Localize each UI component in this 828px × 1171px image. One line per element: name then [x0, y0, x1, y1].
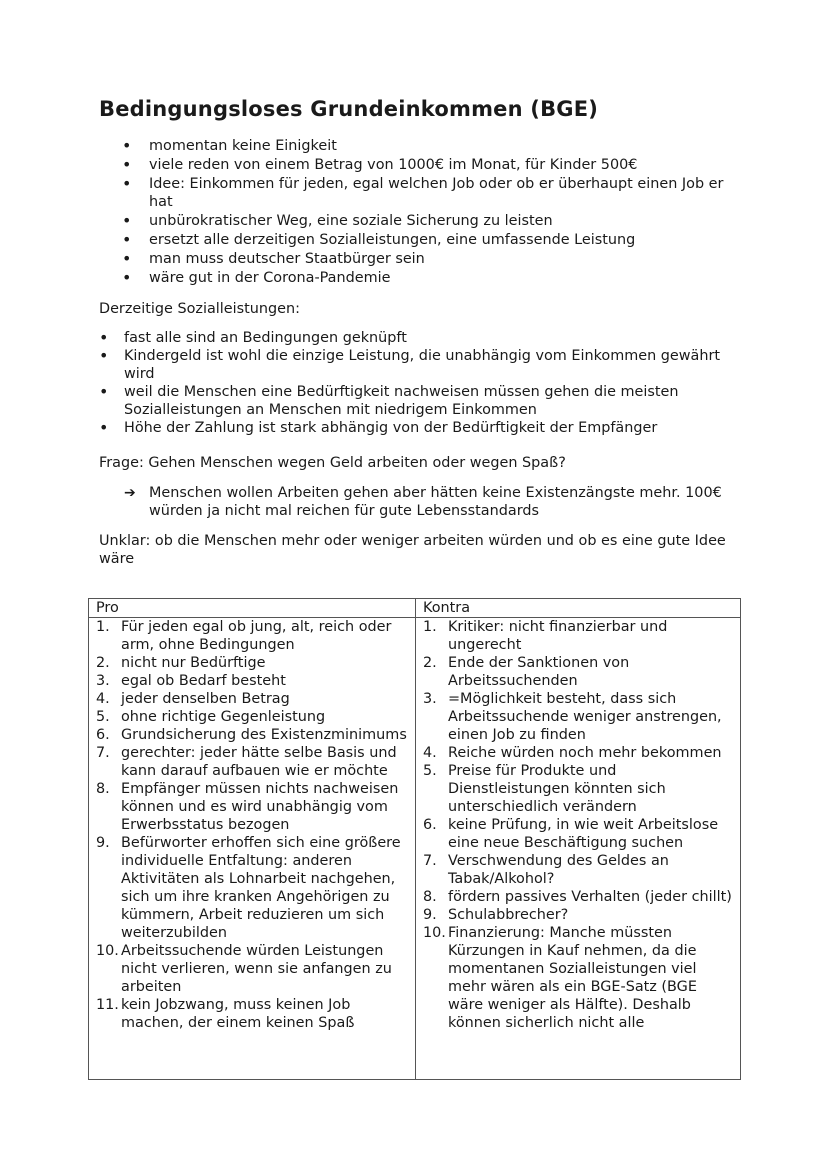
list-item [96, 744, 411, 780]
item-number: 9. [423, 907, 437, 923]
contra-cell [416, 618, 741, 1080]
item-text: kein Jobzwang, muss keinen Job machen, der einem keinen Spaß [121, 997, 355, 1031]
item-number: 10. [96, 943, 119, 959]
social-benefits-heading: Derzeitige Sozialleistungen: [99, 301, 300, 317]
list-item [96, 996, 411, 1032]
item-number: 3. [96, 673, 110, 689]
list-item [423, 816, 736, 852]
item-text: Verschwendung des Geldes an Tabak/Alkohol? [448, 853, 669, 887]
item-text: Befürworter erhoffen sich eine größere individuelle Entfaltung: anderen Aktivitäten als Lohnarbeit nachgehen, sich um ihre kranken Angehörigen zu kümmern, Arbeit reduzieren um sich weiterzubilden [121, 835, 401, 941]
item-number: 11. [96, 997, 119, 1013]
item-number: 2. [423, 655, 437, 671]
intro-bullet-list [122, 137, 742, 288]
list-item [96, 618, 411, 654]
list-item: • Idee: Einkommen für jeden, egal welchen Job oder ob er überhaupt einen Job er hat [122, 175, 742, 211]
item-number: 5. [96, 709, 110, 725]
item-number: 1. [96, 619, 110, 635]
list-item [423, 618, 736, 654]
item-number: 4. [423, 745, 437, 761]
item-number: 6. [423, 817, 437, 833]
list-item [423, 762, 736, 816]
list-item [96, 780, 411, 834]
social-bullet-list [99, 329, 739, 437]
item-text: Für jeden egal ob jung, alt, reich oder arm, ohne Bedingungen [121, 619, 392, 653]
contra-list [423, 618, 736, 1032]
pro-contra-table [88, 598, 741, 1080]
list-item [96, 654, 411, 672]
item-text: egal ob Bedarf besteht [121, 673, 286, 689]
list-item: • Kindergeld ist wohl die einzige Leistung, die unabhängig vom Einkommen gewährt wird [99, 347, 739, 383]
list-item [423, 852, 736, 888]
list-item [423, 888, 736, 906]
item-text: Grundsicherung des Existenzminimums [121, 727, 407, 743]
arrow-icon: ➔ [124, 485, 136, 501]
list-item: • viele reden von einem Betrag von 1000€ im Monat, für Kinder 500€ [122, 156, 742, 174]
item-text: Preise für Produkte und Dienstleistungen könnten sich unterschiedlich verändern [448, 763, 666, 815]
item-text: nicht nur Bedürftige [121, 655, 266, 671]
list-item [96, 690, 411, 708]
item-text: Reiche würden noch mehr bekommen [448, 745, 722, 761]
item-number: 9. [96, 835, 110, 851]
list-item [96, 834, 411, 942]
item-text: Arbeitssuchende würden Leistungen nicht verlieren, wenn sie anfangen zu arbeiten [121, 943, 392, 995]
list-item [423, 690, 736, 744]
item-text: gerechter: jeder hätte selbe Basis und kann darauf aufbauen wie er möchte [121, 745, 397, 779]
list-item [423, 744, 736, 762]
item-text: Empfänger müssen nichts nachweisen können und es wird unabhängig vom Erwerbsstatus bezogen [121, 781, 399, 833]
item-number: 3. [423, 691, 437, 707]
item-number: 4. [96, 691, 110, 707]
list-item: • wäre gut in der Corona-Pandemie [122, 269, 742, 287]
list-item [423, 906, 736, 924]
list-item: • unbürokratischer Weg, eine soziale Sicherung zu leisten [122, 212, 742, 230]
contra-header: Kontra [416, 599, 741, 618]
list-item [96, 942, 411, 996]
page-title: Bedingungsloses Grundeinkommen (BGE) [99, 97, 599, 121]
item-number: 8. [96, 781, 110, 797]
item-text: ohne richtige Gegenleistung [121, 709, 326, 725]
item-number: 5. [423, 763, 437, 779]
list-item: • momentan keine Einigkeit [122, 137, 742, 155]
item-number: 7. [423, 853, 437, 869]
list-item: • man muss deutscher Staatbürger sein [122, 250, 742, 268]
item-number: 10. [423, 925, 446, 941]
question-text: Frage: Gehen Menschen wegen Geld arbeiten oder wegen Spaß? [99, 455, 566, 471]
item-text: jeder denselben Betrag [121, 691, 290, 707]
item-text: keine Prüfung, in wie weit Arbeitslose eine neue Beschäftigung suchen [448, 817, 719, 851]
list-item [96, 672, 411, 690]
item-text: Ende der Sanktionen von Arbeitssuchenden [448, 655, 630, 689]
list-item: • fast alle sind an Bedingungen geknüpft [99, 329, 739, 347]
item-number: 6. [96, 727, 110, 743]
item-text: Schulabbrecher? [448, 907, 569, 923]
answer-text: Menschen wollen Arbeiten gehen aber hätten keine Existenzängste mehr. 100€ würden ja nicht mal reichen für gute Lebensstandards [149, 485, 722, 519]
pro-list [96, 618, 411, 1032]
pro-cell [89, 618, 416, 1080]
unclear-text: Unklar: ob die Menschen mehr oder weniger arbeiten würden und ob es eine gute Idee wäre [99, 533, 726, 567]
list-item [96, 726, 411, 744]
item-text: Finanzierung: Manche müssten Kürzungen in Kauf nehmen, da die momentanen Sozialleistungen viel mehr wären als ein BGE-Satz (BGE wäre weniger als Hälfte). Deshalb können sicherlich nicht alle [448, 925, 697, 1031]
item-text: =Möglichkeit besteht, dass sich Arbeitssuchende weniger anstrengen, einen Job zu finden [448, 691, 722, 743]
list-item: • Höhe der Zahlung ist stark abhängig von der Bedürftigkeit der Empfänger [99, 419, 739, 437]
list-item [423, 654, 736, 690]
item-number: 1. [423, 619, 437, 635]
item-number: 7. [96, 745, 110, 761]
answer-block [124, 484, 744, 520]
list-item [96, 708, 411, 726]
item-text: fördern passives Verhalten (jeder chillt) [448, 889, 732, 905]
item-text: Kritiker: nicht finanzierbar und ungerecht [448, 619, 668, 653]
pro-header: Pro [89, 599, 416, 618]
list-item [423, 924, 736, 1032]
list-item: • ersetzt alle derzeitigen Sozialleistungen, eine umfassende Leistung [122, 231, 742, 249]
item-number: 8. [423, 889, 437, 905]
item-number: 2. [96, 655, 110, 671]
list-item: • weil die Menschen eine Bedürftigkeit nachweisen müssen gehen die meisten Sozialleistungen an Menschen mit niedrigem Einkommen [99, 383, 739, 419]
